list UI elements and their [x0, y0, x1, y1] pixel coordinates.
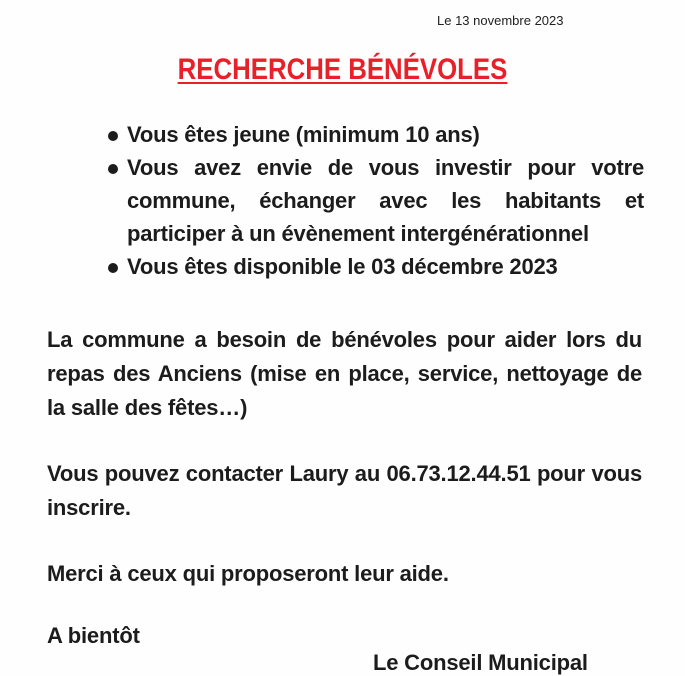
- list-item: [104, 118, 644, 151]
- requirements-list: [104, 118, 644, 283]
- document-date: Le 13 novembre 2023: [437, 13, 564, 28]
- bullet-icon: [108, 263, 118, 273]
- list-item-text: Vous avez envie de vous investir pour votre commune, échanger avec les habitants et participer à un évènement intergénérationnel: [127, 155, 644, 246]
- need-paragraph: La commune a besoin de bénévoles pour aider lors du repas des Anciens (mise en place, service, nettoyage de la salle des fêtes…): [47, 327, 642, 420]
- signature: Le Conseil Municipal: [373, 650, 588, 675]
- bullet-icon: [108, 131, 118, 141]
- thanks-paragraph: Merci à ceux qui proposeront leur aide.: [47, 561, 449, 586]
- bullet-icon: [108, 164, 118, 174]
- closing-line: A bientôt: [47, 623, 140, 648]
- list-item: [104, 250, 644, 283]
- list-item-text: Vous êtes jeune (minimum 10 ans): [127, 122, 480, 147]
- list-item-text: Vous êtes disponible le 03 décembre 2023: [127, 254, 558, 279]
- page-title: RECHERCHE BÉNÉVOLES: [177, 53, 508, 86]
- contact-paragraph: Vous pouvez contacter Laury au 06.73.12.44.51 pour vous inscrire.: [47, 461, 642, 520]
- list-item: [104, 151, 644, 250]
